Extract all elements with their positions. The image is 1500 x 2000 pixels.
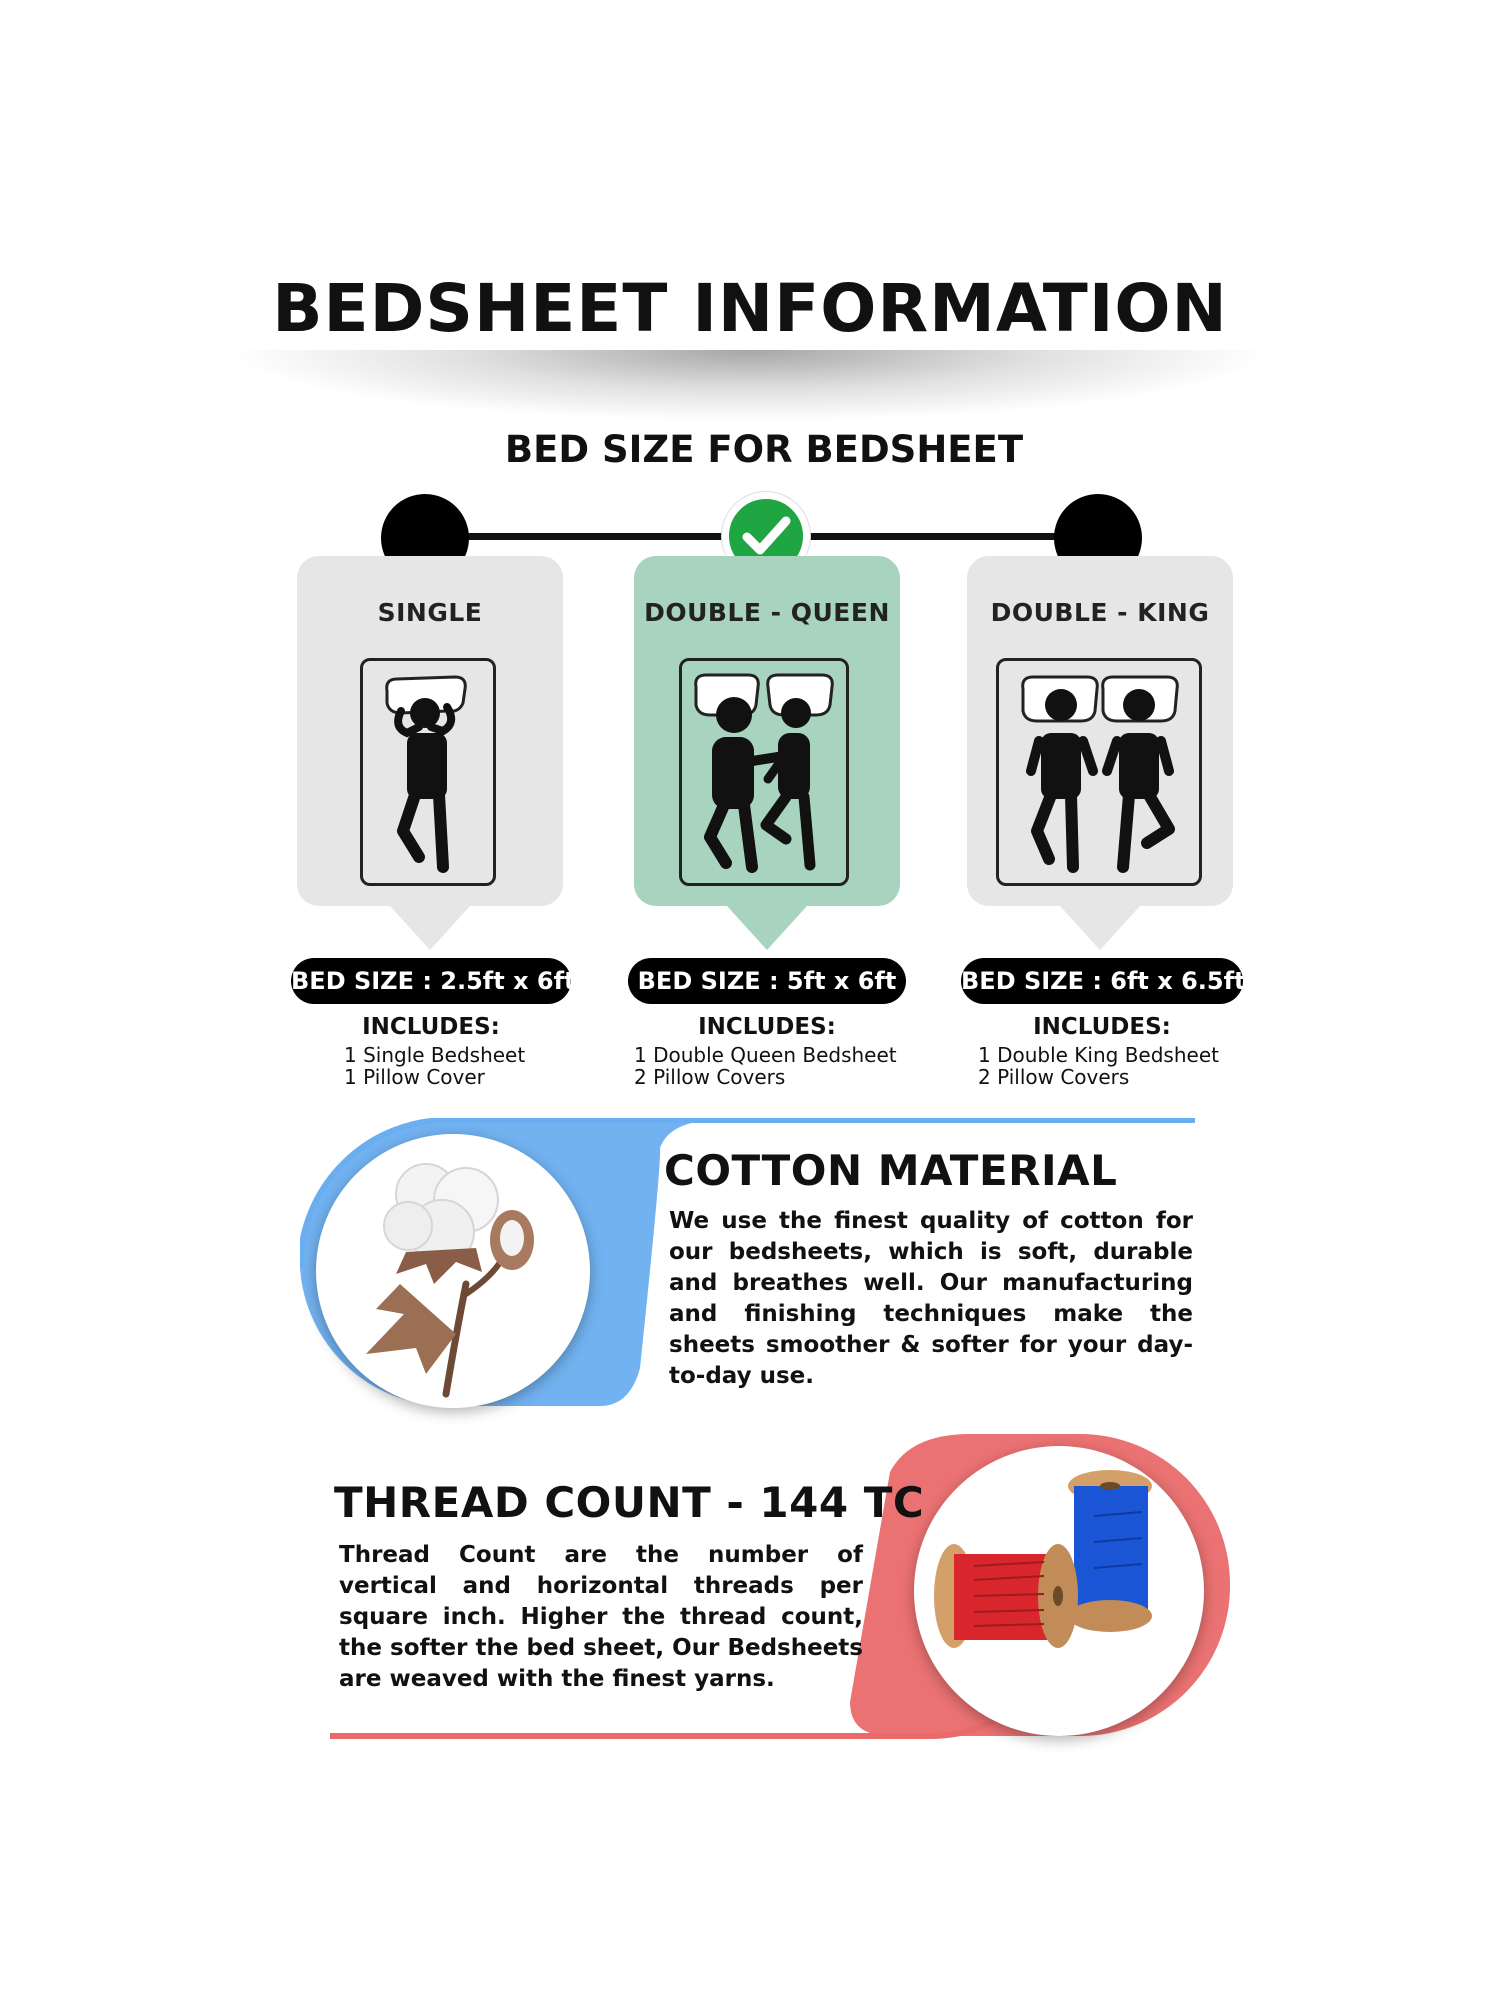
cotton-image-circle: [316, 1134, 590, 1408]
includes-list-double-king: [978, 1044, 1219, 1088]
bed-size-pill-double-king: BED SIZE : 6ft x 6.5ft: [961, 958, 1243, 1004]
thread-spools-icon: [914, 1446, 1204, 1736]
includes-heading-single: INCLUDES:: [362, 1014, 500, 1040]
card-pointer-double-queen: [727, 906, 807, 950]
size-card-label: DOUBLE - QUEEN: [644, 598, 890, 627]
bed-frame: [360, 658, 496, 886]
two-sleepers-icon: [999, 661, 1199, 883]
thread-title: THREAD COUNT - 144 TC: [334, 1478, 925, 1527]
cotton-flower-icon: [316, 1134, 590, 1408]
section-subtitle: BED SIZE FOR BEDSHEET: [504, 428, 1024, 471]
thread-image-circle: [914, 1446, 1204, 1736]
size-card-single[interactable]: [297, 556, 563, 906]
includes-item: 2 Pillow Covers: [978, 1065, 1130, 1089]
includes-item: 1 Double Queen Bedsheet: [634, 1043, 897, 1067]
size-card-double-queen[interactable]: [634, 556, 900, 906]
cotton-description: We use the finest quality of cotton for our bedsheets, which is soft, durable and breathes well. Our manufacturing and finishing techniques make the sheets smoother & softer for your day-to-day use.: [669, 1208, 1193, 1389]
includes-list-single: [344, 1044, 525, 1088]
thread-description: Thread Count are the number of vertical and horizontal threads per square inch. Higher the thread count, the softer the bed sheet, Our Bedsheets are weaved with the finest yarns.: [339, 1542, 863, 1692]
cotton-title: COTTON MATERIAL: [664, 1146, 1118, 1195]
includes-item: 1 Double King Bedsheet: [978, 1043, 1219, 1067]
includes-item: 1 Single Bedsheet: [344, 1043, 526, 1067]
includes-heading-double-king: INCLUDES:: [1033, 1014, 1171, 1040]
title-shadow: [240, 350, 1260, 420]
bed-size-pill-double-queen: BED SIZE : 5ft x 6ft: [628, 958, 906, 1004]
bed-frame: [996, 658, 1202, 886]
bed-frame: [679, 658, 849, 886]
card-pointer-single: [390, 906, 470, 950]
size-card-label: SINGLE: [377, 598, 483, 627]
includes-item: 1 Pillow Cover: [344, 1065, 485, 1089]
includes-list-double-queen: [634, 1044, 897, 1088]
includes-heading-double-queen: INCLUDES:: [698, 1014, 836, 1040]
card-pointer-double-king: [1060, 906, 1140, 950]
size-card-label: DOUBLE - KING: [990, 598, 1210, 627]
bed-size-pill-single: BED SIZE : 2.5ft x 6ft: [291, 958, 571, 1004]
single-sleeper-icon: [363, 661, 493, 883]
page-title: BEDSHEET INFORMATION: [272, 270, 1228, 347]
size-card-double-king[interactable]: [967, 556, 1233, 906]
couple-sleepers-icon: [682, 661, 846, 883]
includes-item: 2 Pillow Covers: [634, 1065, 786, 1089]
